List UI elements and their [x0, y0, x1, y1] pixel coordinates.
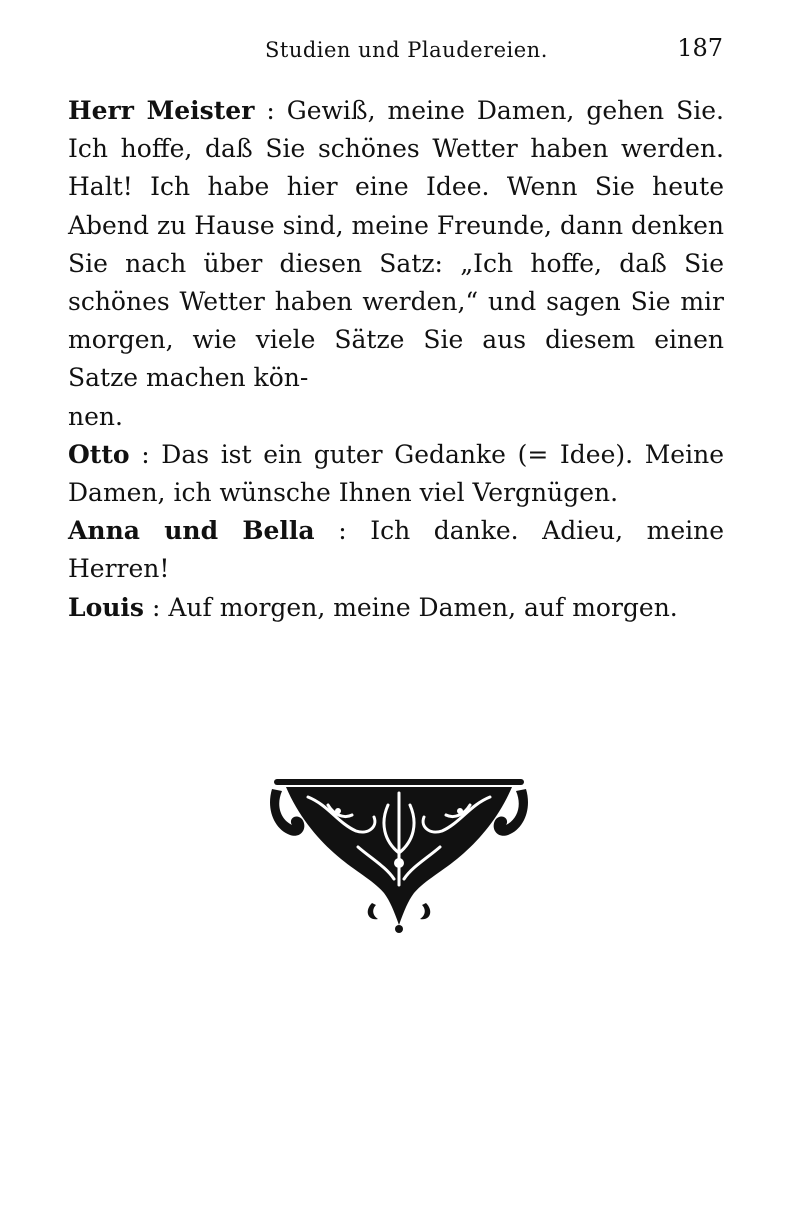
dialogue-line: Ich danke. Adieu, meine Herren!	[68, 516, 725, 584]
speaker-separator: :	[266, 96, 275, 125]
speaker-separator: :	[338, 516, 347, 546]
page-header	[0, 34, 793, 74]
running-title: Studien und Plaudereien.	[265, 38, 548, 62]
dialogue-line: Gewiß, meine Damen, gehen Sie. Ich hoffe, daß Sie schönes Wetter haben werden. Halt! Ich habe hier eine Idee. Wenn Sie heute Abend zu Hause sind, meine Freunde, dann denken Sie nach über diesen Satz: „Ich hoffe, daß Sie schönes Wetter haben werden,“ und sagen Sie mir morgen, wie viele Sätze Sie aus diesem einen Satze machen kön-	[68, 96, 724, 393]
speaker-separator: :	[151, 592, 161, 622]
page-number: 187	[677, 34, 723, 62]
dialogue-line: Das ist ein guter Gedanke (= Idee). Meine Damen, ich wünsche Ihnen viel Vergnügen.	[68, 439, 724, 508]
dialogue-paragraph-herr-meister	[68, 92, 724, 436]
speaker-name: Louis	[68, 592, 145, 622]
speaker-separator: :	[141, 439, 150, 469]
dialogue-line: Auf morgen, meine Damen, auf morgen.	[168, 592, 678, 622]
floral-tailpiece-ornament-icon	[268, 775, 530, 935]
dialogue-continuation: nen.	[68, 401, 123, 431]
speaker-name: Otto	[68, 439, 130, 469]
speaker-name: Anna und Bella	[68, 516, 315, 546]
dialogue-paragraph-otto	[68, 436, 724, 512]
dialogue-text	[68, 92, 724, 627]
speaker-name: Herr Meister	[68, 96, 255, 125]
dialogue-paragraph-louis	[68, 589, 724, 627]
dialogue-paragraph-anna-und-bella	[68, 512, 724, 588]
